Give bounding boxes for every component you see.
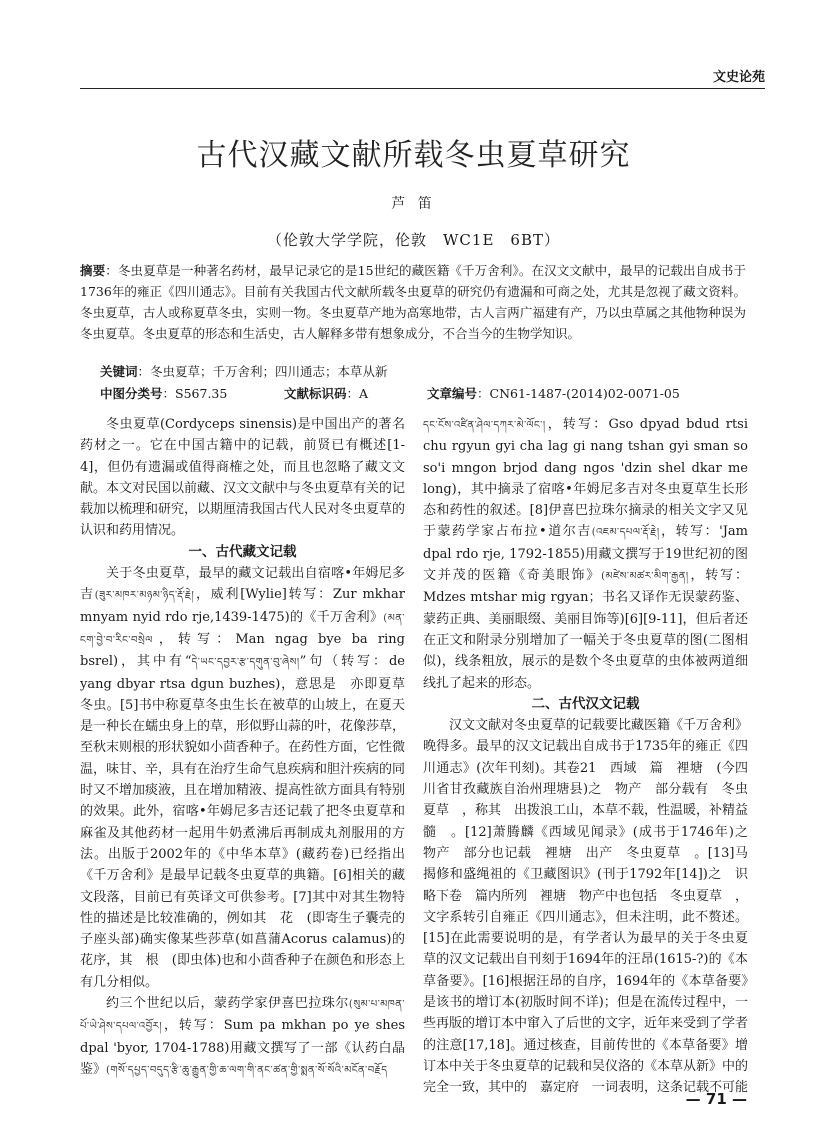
tibetan-script: (སུམ་པ་མཁན་པོ་ཡེ་ཤེས་དཔལ་འབྱོར། [80, 999, 405, 1033]
abstract-text: ：冬虫夏草是一种著名药材，最早记录它的是15世纪的藏医籍《千万舍利》。在汉文文献中，最早的记载出自成书于1736年的雍正《四川通志》。目前有关我国古代文献所载冬虫夏草的研究仍有遗漏和可商之处，尤其是忽视了藏文资料。冬虫夏草，古人或称夏草冬虫，实则一物。冬虫夏草产地为高寒地带，古人言两广福建有产，乃以虫草属之其他物种误为冬虫夏草。冬虫夏草的形态和生活史，古人解释多带有想象成分，不合当今的生物学知识。 [80, 263, 746, 341]
header-rule [80, 88, 765, 89]
tibetan-script: (མཛེས་མཚར་མིག་རྒྱན། [601, 571, 689, 583]
text-run: 关于冬虫夏草，最早的藏文记载出自宿喀•年姆尼多吉 [80, 566, 405, 603]
keywords-text: ：冬虫夏草；千万舍利；四川通志；本草从新 [137, 364, 388, 379]
text-run: ，转写：Sum pa mkhan po ye shes dpal 'byor, 1704-1788)用藏文撰写了一部《认药白晶鉴》 [80, 1018, 405, 1077]
tibetan-script: (གསོ་དཔྱད་བདུད་རྩི་ཆུ་རྒྱུན་གྱི་ཆ་ལག་གི་ནང་ཚན་གྱི་སྨན་སོ་སོའི་མངོན་བརྗོད [106, 1064, 388, 1076]
keywords [100, 362, 750, 380]
text-run: ，转写：'Jam dpal rdo rje, 1792-1855)用藏文撰写于19世纪初的图文并茂的医籍《奇美眼饰》 [423, 524, 748, 584]
section-heading-chinese: 二、古代汉文记载 [531, 695, 640, 712]
section-label: 文史论苑 [712, 70, 765, 85]
text-run: ，转写：Mdzes mtshar mig rgyan；书名又译作无误蒙药鉴、蒙药正典、美丽眼缀、美丽目饰等)[6][9-11]，但后者还在正文和附录分别增加了一幅关于冬虫夏草的图(二图相似)，线条粗放，展示的是数个冬虫夏草的虫体被两道细线扎了起来的形态。 [423, 568, 748, 691]
body-column-left [80, 414, 405, 1081]
keywords-label: 关键词 [100, 364, 138, 379]
document-code [284, 384, 368, 402]
article-title: 古代汉藏文献所载冬虫夏草研究 [196, 138, 631, 173]
article-number [427, 384, 680, 402]
article-number-value: ：CN61-1487-(2014)02-0071-05 [477, 386, 680, 401]
abstract-label: 摘要 [80, 263, 106, 278]
text-run: ”句（转写：de yang dbyar rtsa dgun buzhes)，意思是 亦即夏草冬虫。[5]书中称夏草冬虫生长在被草的山坡上，在夏天是一种长在蠕虫身上的草，形似野山蒜的叶，花像莎草，至秋末则根的形状貌如小茴香种子。在药性方面，它性微温，味甘、辛，具有在治疗生命气息疾病和胆汁疾病的同时又不增加痰液，且在增加精液、提高性欲方面具有特别的效果。此外，宿喀•年姆尼多吉还记载了把冬虫夏草和麻雀及其他药材一起用牛奶煮沸后再制成丸剂服用的方法。出版于2002年的《中华本草》(藏药卷)已经指出《千万舍利》是最早记载冬虫夏草的典籍。[6]相关的藏文段落，目前已有英译文可供参考。[7]其中对其生物特性的描述是比较准确的，例如其 花 (即寄生子囊壳的子座头部)确实像某些莎草(如菖蒲Acorus calamus)的花序，其 根 (即虫体)也和小茴香种子在颜色和形态上有几分相似。 [80, 654, 406, 990]
text-run: ，转写：Gso dpyad bdud rtsi chu rgyun gyi cha lag gi nang tshan gyi sman so so'i mngon brjod dang ngos 'dzin shel dkar me long)，其中摘录了宿喀•年姆尼多吉对冬虫夏草生长形态和药性的叙述。[8]伊喜巴拉珠尔摘录的相关文字又见于蒙药学家占布拉•道尔吉 [423, 417, 748, 540]
section-heading-tibetan: 一、古代藏文记载 [188, 543, 297, 560]
clc-value: ：S567.35 [162, 386, 228, 401]
author-name: 芦 笛 [391, 196, 436, 212]
page-number: — 71 — [685, 1090, 747, 1108]
document-code-label: 文献标识码 [284, 386, 347, 401]
text-run: ，转写：Man ngag bye ba ring bsrel)，其中有“ [80, 631, 405, 670]
paragraph-later-records [80, 993, 405, 1081]
text-run: ，威利[Wylie]转写：Zur mkhar mnyam nyid rdo rje,1439-1475)的《千万舍利》 [80, 587, 405, 625]
paragraph-intro: 冬虫夏草(Cordyceps sinensis)是中国出产的著名药材之一。它在中国古籍中的记载，前贤已有概述[1-4]，但仍有遗漏或值得商榷之处，而且也忽略了藏文文献。本文对民国以前藏、汉文文献中与冬虫夏草有关的记载加以梳理和研究，以期厘清我国古代人民对冬虫夏草的认识和药用情况。 [80, 417, 406, 539]
tibetan-script: (མན་ངག་བྱེ་བ་རིང་བསྲེལ [80, 612, 405, 646]
paragraph-continued [423, 414, 748, 694]
body-column-right [423, 414, 762, 1099]
document-code-value: ：A [346, 386, 369, 401]
author-affiliation: （伦敦大学学院，伦敦 WC1E 6BT） [267, 231, 560, 249]
clc-label: 中图分类号 [100, 386, 163, 401]
article-number-label: 文章编号 [427, 386, 478, 401]
classification-row [0, 384, 827, 402]
text-run: 约三个世纪以后，蒙药学家伊喜巴拉珠尔 [106, 996, 349, 1012]
clc-code [100, 384, 227, 402]
abstract [80, 260, 746, 344]
tibetan-script: (ཟུར་མཁར་མཉམ་ཉིད་རྡོ་རྗེ། [94, 590, 195, 602]
tibetan-script: (འཇམ་དཔལ་རྡོ་རྗེ། [591, 527, 660, 539]
tibetan-script: དང་ངོས་འཛིན་ཤེལ་དཀར་མེ་ལོང་། [423, 420, 546, 431]
paragraph-chinese-records: 汉文文献对冬虫夏草的记载要比藏医籍《千万舍利》晚得多。最早的汉文记载出自成书于1735年的雍正《四川通志》(次年刊刻)。其卷21 西域 篇 裡塘 (今四川省甘孜藏族自治州理塘县)之 物产 部分载有 冬虫夏草 ，称其 出拨浪工山，本草不载，性温暖，补精益髓 。[12]萧腾麟《西域见闻录》(成书于1746年)之 物产 部分也记载 裡塘 出产 冬虫夏草 。[13]马揭修和盛绳祖的《卫藏图识》(刊于1792年[14])之 识略下卷 篇内所列 裡塘 物产中也包括 冬虫夏草 ，文字系转引自雍正《四川通志》，但未注明，此不赘述。[15]在此需要说明的是，有学者认为最早的关于冬虫夏草的汉文记载出自刊刻于1694年的汪昂(1615-?)的《本草备要》。[16]根据汪昂的自序，1694年的《本草备要》是该书的增订本(初版时间不详)；但是在流传过程中，一些再版的增订本中窜入了后世的文字，近年来受到了学者的注意[17,18]。通过核查，目前传世的《本草备要》增订本中关于冬虫夏草的记载和吴仪洛的《本草从新》中的完全一致，其中的 嘉定府 一词表明，这条记载不可能 [423, 718, 762, 1096]
tibetan-script: དེ་ཡང་དབྱར་རྩ་དགུན་བུ་ཞེས། [191, 657, 300, 669]
paragraph-tibetan-records [80, 563, 405, 993]
